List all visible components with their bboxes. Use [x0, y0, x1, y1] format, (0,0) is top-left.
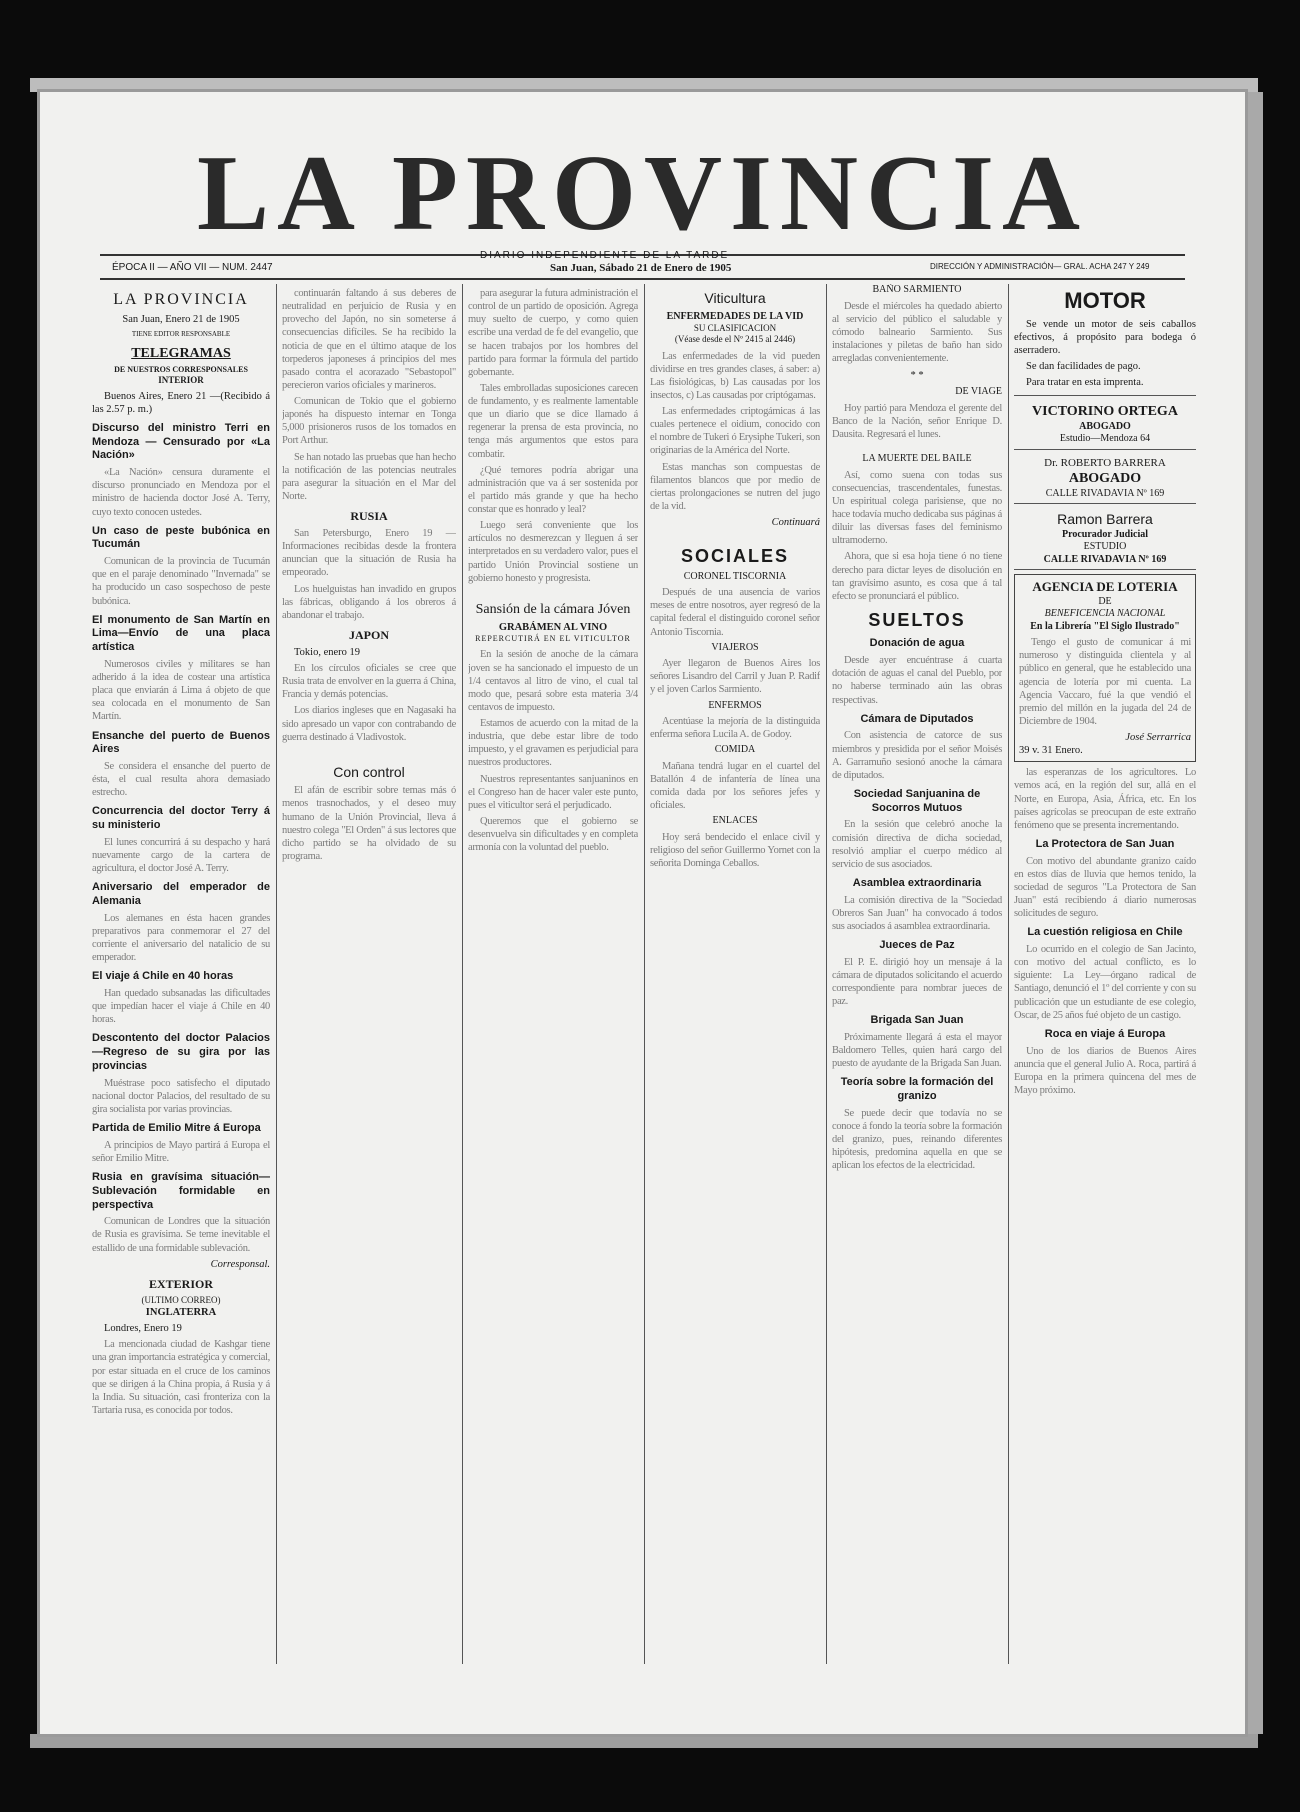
suelto-heading: Teoría sobre la formación del granizo — [840, 1076, 994, 1103]
headline: Aniversario del emperador de Alemania — [92, 881, 270, 907]
article-text: Comunican de la provincia de Tucumán que en el paraje denominado "Invernada" se ha producido un caso sospechoso de peste bubónica. — [92, 556, 270, 607]
article-text: Hoy partió para Mendoza el gerente del Banco de la Nación, señor Enrique D. Dausita. Regresará el lunes. — [832, 402, 1002, 440]
muerte-heading: LA MUERTE DEL BAILE — [862, 453, 972, 465]
article-text: Hoy será bendecido el enlace civil y religioso del señor Guillermo Yornet con la señorita Dominga Ceballos. — [650, 831, 820, 869]
article-text: Nuestros representantes sanjuaninos en el Congreso han de hacer valer este punto, pues el viticultor será el perjudicado. — [468, 773, 638, 811]
lawyer-name: Dr. ROBERTO BARRERA — [1044, 456, 1166, 469]
article-text: San Petersburgo, Enero 19 — Informaciones recibidas desde la frontera anuncian que la situación de Rusia ha empeorado. — [282, 528, 456, 579]
column-rule — [826, 284, 827, 1664]
lottery-where: En la Librería "El Siglo Ilustrado" — [1030, 620, 1180, 632]
headline: Descontento del doctor Palacios —Regreso de su gira por las provincias — [92, 1032, 270, 1072]
lawyer-role: ABOGADO — [1068, 471, 1142, 487]
masthead-epoca: ÉPOCA II — AÑO VII — NUM. 2447 — [112, 262, 273, 273]
article-text: El afán de escribir sobre temas más ó menos trasnochados, y el deseo muy humano de la Unión Provincial, lleva á nuestro colega "El Orden" á sus lectores que dicho partido se ha olvidado de su programa. — [282, 785, 456, 862]
column-rule — [462, 284, 463, 1664]
repercutira-heading: REPERCUTIRÁ EN EL VITICULTOR — [475, 634, 631, 644]
signature: Corresponsal. — [210, 1258, 270, 1270]
paper-name: LA PROVINCIA — [113, 291, 249, 308]
article-text: Han quedado subsanadas las dificultades que impedían hacer el viaje á Chile en 40 horas. — [92, 988, 270, 1026]
con-control-heading: Con control — [333, 763, 405, 780]
interior-heading: INTERIOR — [158, 375, 204, 386]
motor-info: Para tratar en esta imprenta. — [1026, 377, 1144, 388]
enfermos-heading: ENFERMOS — [708, 699, 762, 711]
article-text: Queremos que el gobierno se desenvuelva sin dificultades y en completa armonía con la voluntad del pueblo. — [468, 815, 638, 854]
article-text: Tales embrolladas suposiciones carecen de fundamento, y es realmente lamentable que un diario que se dice llamado á regenerar la prensa de esta provincia, no tenga más argumentos que estos para combatir. — [468, 382, 638, 460]
article-text: La comisión directiva de la "Sociedad Obreros San Juan" ha convocado á todos sus asociados á asamblea extraordinaria. — [832, 894, 1002, 932]
article-text: Tengo el gusto de comunicar á mi numeroso y distinguida clientela y al público en general, que he establecido una agencia de lotería por mi cuenta. La Agencia Vaccaro, fué la que vendió el premio del millón en la jugada del 24 de Diciembre de 1904. — [1019, 637, 1191, 727]
dateline — [92, 1322, 270, 1335]
suelto-heading: Jueces de Paz — [879, 939, 955, 951]
viticultura-heading: Viticultura — [704, 290, 766, 306]
article-text: Próximamente llegará á esta el mayor Baldomero Telles, quien hará cargo del puesto de ayudante de la Brigada San Juan. — [832, 1032, 1002, 1070]
article-text: Con asistencia de catorce de sus miembros y presidida por el señor Moisés A. Garramuño sesionó anoche la cámara de diputados. — [832, 730, 1002, 781]
article-text: «La Nación» censura duramente el discurso pronunciado en Mendoza por el ministro de hacienda doctor José A. Terry, cuyo texto conocen ustedes. — [92, 467, 270, 518]
headline: Roca en viaje á Europa — [1044, 1027, 1166, 1040]
enfermedades-heading: ENFERMEDADES DE LA VID — [666, 310, 804, 322]
article-text: Desde el miércoles ha quedado abierto al servicio del público el saludable y cómodo balneario Sarmiento. Sus instalaciones y piletas de baño han sido arregladas convenientemente. — [832, 300, 1002, 364]
headline: La Protectora de San Juan — [1035, 837, 1175, 850]
masthead-admin: DIRECCIÓN Y ADMINISTRACIÓN— GRAL. ACHA 247 Y 249 — [930, 262, 1150, 271]
headline: El monumento de San Martín en Lima—Envío de una placa artística — [92, 613, 270, 654]
paper-edge-right — [1245, 92, 1263, 1734]
sueltos-heading: SUELTOS — [868, 609, 966, 630]
headline: El viaje á Chile en 40 horas — [92, 970, 234, 983]
article-text: Se considera el ensanche del puerto de ésta, el cual resulta ahora demasiado estrecho. — [92, 761, 270, 799]
inglaterra-heading: INGLATERRA — [145, 1307, 217, 1318]
column-rule — [1008, 284, 1009, 1664]
lawyer-address: Estudio—Mendoza 64 — [1059, 433, 1151, 445]
article-text: Comunican de Londres que la situación de Rusia es gravísima. Se teme inevitable el estallido de una formidable sublevación. — [92, 1216, 270, 1254]
article-text: Desde ayer encuéntrase á cuarta dotación de aguas el canal del Pueblo, por no haberse terminado aún las obras respectivas. — [832, 655, 1002, 706]
sociales-heading: SOCIALES — [680, 546, 789, 567]
article-text: Después de una ausencia de varios meses de entre nosotros, ayer regresó de la capital federal el distinguido coronel señor Antonio Tiscornia. — [650, 587, 820, 638]
separator: * * — [910, 370, 924, 382]
article-text: En los círculos oficiales se cree que Rusia trata de envolver en la guerra á China, Francia y demás potencias. — [282, 663, 456, 701]
vease-note: (Véase desde el Nº 2415 al 2446) — [674, 334, 796, 345]
headline: Concurrencia del doctor Terry á su ministerio — [92, 805, 270, 832]
continuara: Continuará — [771, 517, 820, 528]
editor-note: TIENE EDITOR RESPONSABLE — [131, 330, 231, 339]
headline: Rusia en gravísima situación— Sublevación formidable en perspectiva — [92, 1171, 270, 1211]
article-text: En la sesión de anoche de la cámara joven se ha sancionado el impuesto de un 1/4 centavos al litro de vino, el cual tal modo que, pesará sobre esta materia 3/4 centavos de impuesto. — [468, 649, 638, 713]
column-4 — [650, 284, 820, 1664]
article-text: Se puede decir que todavía no se conoce á fondo la teoría sobre la formación del granizo, pues, reinando diferentes hipótesis, predomina aquella en que se aplican los efectos de la electricidad. — [832, 1107, 1002, 1172]
article-text: A principios de Mayo partirá á Europa el señor Emilio Mitre. — [92, 1139, 270, 1164]
lawyer-ad — [1014, 454, 1196, 505]
lawyer-role: ABOGADO — [1079, 420, 1131, 432]
headline: Ensanche del puerto de Buenos Aires — [92, 729, 270, 756]
telegrams-heading: TELEGRAMAS — [131, 345, 231, 361]
article-text: para asegurar la futura administración el control de un partido de oposición. Agrega muy suelto de cuerpo, y como quien escribe una verdad de fe del evangelio, que se hacen trabajos por los hombres del partido para formar la fórmula del partido gobernante. — [468, 288, 638, 378]
article-text: Uno de los diarios de Buenos Aires anuncia que el general Julio A. Roca, partirá á Europa en la primera quincena del mes de Mayo próximo. — [1014, 1045, 1196, 1096]
suelto-heading: Asamblea extraordinaria — [852, 876, 982, 889]
column-date: San Juan, Enero 21 de 1905 — [122, 314, 240, 325]
column-6 — [1014, 284, 1196, 1664]
lawyer-name: VICTORINO ORTEGA — [1032, 404, 1178, 420]
article-text: las esperanzas de los agricultores. Lo vemos acá, en la región del sur, allá en el Norte, en Europa, Asia, África, etc. En los países agrícolas se preocupan de este extraño fenómeno que se presenta incrementando. — [1014, 767, 1196, 831]
article-text: El P. E. dirigió hoy un mensaje á la cámara de diputados solicitando el acuerdo correspondiente para nombrar jueces de paz. — [832, 956, 1002, 1008]
comida-heading: COMIDA — [714, 744, 756, 756]
suelto-heading: Sociedad Sanjuanina de Socorros Mutuos — [853, 787, 981, 814]
motor-text: Se vende un motor de seis caballos efectivos, á propósito para bodega ó aserradero. — [1014, 318, 1196, 356]
coronel-heading: CORONEL TISCORNIA — [683, 570, 787, 582]
headline: La cuestión religiosa en Chile — [1027, 926, 1183, 939]
article-text: Mañana tendrá lugar en el cuartel del Batallón 4 de infantería de línea una comida dada por los señores jefes y oficiales. — [650, 760, 820, 812]
masthead-date: San Juan, Sábado 21 de Enero de 1905 — [550, 262, 732, 274]
newspaper-page — [40, 92, 1245, 1734]
column-rule — [276, 284, 277, 1664]
lawyer-ad — [1014, 400, 1196, 450]
headline: Un caso de peste bubónica en Tucumán — [92, 524, 270, 551]
lawyer-address: CALLE RIVADAVIA Nº 169 — [1045, 487, 1165, 499]
article-text: El lunes concurrirá á su despacho y hará nuevamente cargo de la cartera de agricultura, el doctor José A. Terry. — [92, 836, 270, 875]
article-text: Luego será conveniente que los artículos no desmerezcan y lleguen á ser interpretados en su verdadero valor, pues el partido Unión Provincial sostiene un gobierno honesto y progresista. — [468, 520, 638, 584]
lottery-date: 39 v. 31 Enero. — [1019, 745, 1083, 757]
procurador-role: Procurador Judicial — [1061, 528, 1149, 540]
exterior-heading: EXTERIOR — [148, 1276, 213, 1291]
headline: Discurso del ministro Terri en Mendoza — Censurado por «La Nación» — [92, 421, 270, 462]
headline: Partida de Emilio Mitre á Europa — [92, 1122, 261, 1134]
procurador-address: CALLE RIVADAVIA Nº 169 — [1043, 553, 1167, 565]
telegram-intro: Buenos Aires, Enero 21 —(Recibido á las 2.57 p. m.) — [92, 390, 270, 415]
article-text: Ahora, que si esa hoja tiene ó no tiene derecho para dictar leyes de disolución en tan gravísimo asunto, es cosa que á tal efecto se pronunciará el público. — [832, 551, 1002, 602]
masthead-title: LA PROVINCIA — [196, 134, 1089, 253]
column-rule — [644, 284, 645, 1664]
lottery-ad — [1014, 574, 1196, 762]
article-text: La mencionada ciudad de Kashgar tiene una gran importancia estratégica y comercial, por estar situada en el cruce de los caminos que se dirigen á la China propia, á Rusia y á la India. Su situación, casi fronteriza con la Tartaria rusa, es conocida por todos. — [92, 1339, 270, 1416]
article-text: Numerosos civiles y militares se han adherido á la idea de costear una artística placa que enviarán á Lima á objeto de que sea colocada en el monumento de San Martín. — [92, 658, 270, 723]
dateline-text: Tokio, enero 19 — [294, 646, 361, 658]
article-text: ¿Qué temores podría abrigar una administración que va á ser sostenida por el partido más grande y que ha hecho constar que es honrado y leal? — [468, 464, 638, 515]
article-text: Acentúase la mejoría de la distinguida enferma señora Lucila A. de Godoy. — [650, 716, 820, 741]
clasificacion-heading: SU CLASIFICACION — [693, 323, 777, 333]
paper-edge-bottom — [30, 1734, 1258, 1748]
article-text: Estamos de acuerdo con la mitad de la industria, que debe estar libre de todo impuesto, y el gravamen es perjudicial para nuestros productores. — [468, 718, 638, 769]
correspondents-heading: DE NUESTROS CORRESPONSALES — [114, 365, 248, 375]
article-text: En la sesión que celebró anoche la comisión directiva de dicha sociedad, resolvió ampliar el cuerpo médico al servicio de sus asociados. — [832, 819, 1002, 870]
article-text: Así, como suena con todas sus consecuencias, trascendentales, funestas. Un espiritual colega parisiense, que no hace todavía mucho dedicaba sus páginas á diluir las diversas fases del feminismo ultramoderno. — [832, 469, 1002, 547]
dateline — [282, 646, 456, 659]
procurador-study: ESTUDIO — [1083, 541, 1127, 553]
viajeros-heading: VIAJEROS — [711, 641, 759, 653]
article-text: Las enfermedades criptogámicas á las cuales pertenece el oidium, conocido con el nombre de Tukeri ó Erysiphe Tukeri, son originarias de la América del Norte. — [650, 406, 820, 457]
gravamen-heading: GRABÁMEN AL VINO — [498, 622, 608, 634]
column-2 — [282, 284, 456, 1664]
article-text: Los huelguistas han invadido en grupos las fábricas, obligando á los obreros á abandonar el trabajo. — [282, 583, 456, 621]
lottery-sub: BENEFICENCIA NACIONAL — [1044, 608, 1166, 620]
enlaces-heading: ENLACES — [712, 815, 758, 827]
article-text: continuarán faltando á sus deberes de neutralidad en perjuicio de Rusia y en provecho del Japón, no sin someterse á consecuencias difíciles. Se ha recibido la noticia de que en el último ataque de los torpederos japoneses á principios del mes pasado contra el acorazado "Sebastopol" perecieron varios oficiales y marineros. — [282, 288, 456, 391]
motor-ad — [1014, 284, 1196, 396]
article-text: Se han notado las pruebas que han hecho la notificación de las potencias neutrales para asegurar la situación en el Mar del Norte. — [282, 451, 456, 502]
masthead-rule-bottom — [100, 278, 1185, 280]
bano-heading: BAÑO SARMIENTO — [872, 284, 962, 295]
japon-heading: JAPON — [349, 627, 389, 642]
motor-title: MOTOR — [1064, 288, 1146, 313]
suelto-heading: Brigada San Juan — [870, 1014, 964, 1027]
suelto-heading: Donación de agua — [869, 637, 965, 650]
masthead-tagline: DIARIO INDEPENDIENTE DE LA TARDE — [480, 250, 730, 261]
article-text: Los alemanes en ésta hacen grandes preparativos para conmemorar el 27 del corriente el aniversario del natalicio de su emperador. — [92, 912, 270, 964]
procurador-name: Ramon Barrera — [1057, 511, 1153, 528]
article-text: Lo ocurrido en el colegio de San Jacinto, con motivo del actual conflicto, es lo siguiente: La Ley—órgano radical de Santiago, denunció el 1º del corriente y con su publicación que un estudiante de ese colegio, Oscar, de 25 años fué objeto de un castigo. — [1014, 944, 1196, 1021]
column-5 — [832, 284, 1002, 1664]
article-text: Las enfermedades de la vid pueden dividirse en tres grandes clases, á saber: a) Las fisiológicas, b) Las causadas por los insectos, c) Las causadas por criptógamas. — [650, 350, 820, 401]
article-text: Estas manchas son compuestas de filamentos blancos que por medio de ciertas prolongaciones se nutren del jugo de la vid. — [650, 461, 820, 512]
procurador-ad — [1014, 508, 1196, 570]
article-text: Muéstrase poco satisfecho el diputado nacional doctor Palacios, del resultado de su gira socialista por varias provincias. — [92, 1077, 270, 1115]
article-text: Con motivo del abundante granizo caído en estos días de lluvia que hemos tenido, la sociedad de seguros "La Protectora de San Juan" está recibiendo á diario numerosas solicitudes de seguro. — [1014, 855, 1196, 920]
paper-edge-top — [30, 78, 1258, 92]
column-3 — [468, 284, 638, 1664]
camara-joven-heading: Sansión de la cámara Jóven — [475, 601, 631, 617]
suelto-heading: Cámara de Diputados — [860, 712, 974, 725]
motor-pay: Se dan facilidades de pago. — [1026, 360, 1141, 372]
lottery-de: DE — [1098, 595, 1112, 607]
rusia-heading: RUSIA — [350, 509, 388, 523]
article-text: Los diarios ingleses que en Nagasaki ha sido apresado un vapor con contrabando de guerra destinado á Vladivostok. — [282, 705, 456, 743]
article-text: Ayer llegaron de Buenos Aires los señores Lisandro del Carril y Juan P. Radif y el joven Carlos Sarmiento. — [650, 658, 820, 696]
lottery-signer: José Serrarrica — [1125, 732, 1191, 743]
article-text: Comunican de Tokio que el gobierno japonés ha dispuesto internar en Tonga 5,000 prisioneros rusos de los tomados en Port Arthur. — [282, 396, 456, 447]
ultimo-correo: (ULTIMO CORREO) — [141, 1294, 221, 1305]
lottery-title: AGENCIA DE LOTERIA — [1032, 579, 1178, 595]
column-1 — [92, 284, 270, 1664]
de-viage-heading: DE VIAGE — [955, 386, 1002, 398]
dateline-text: Londres, Enero 19 — [104, 1323, 182, 1335]
